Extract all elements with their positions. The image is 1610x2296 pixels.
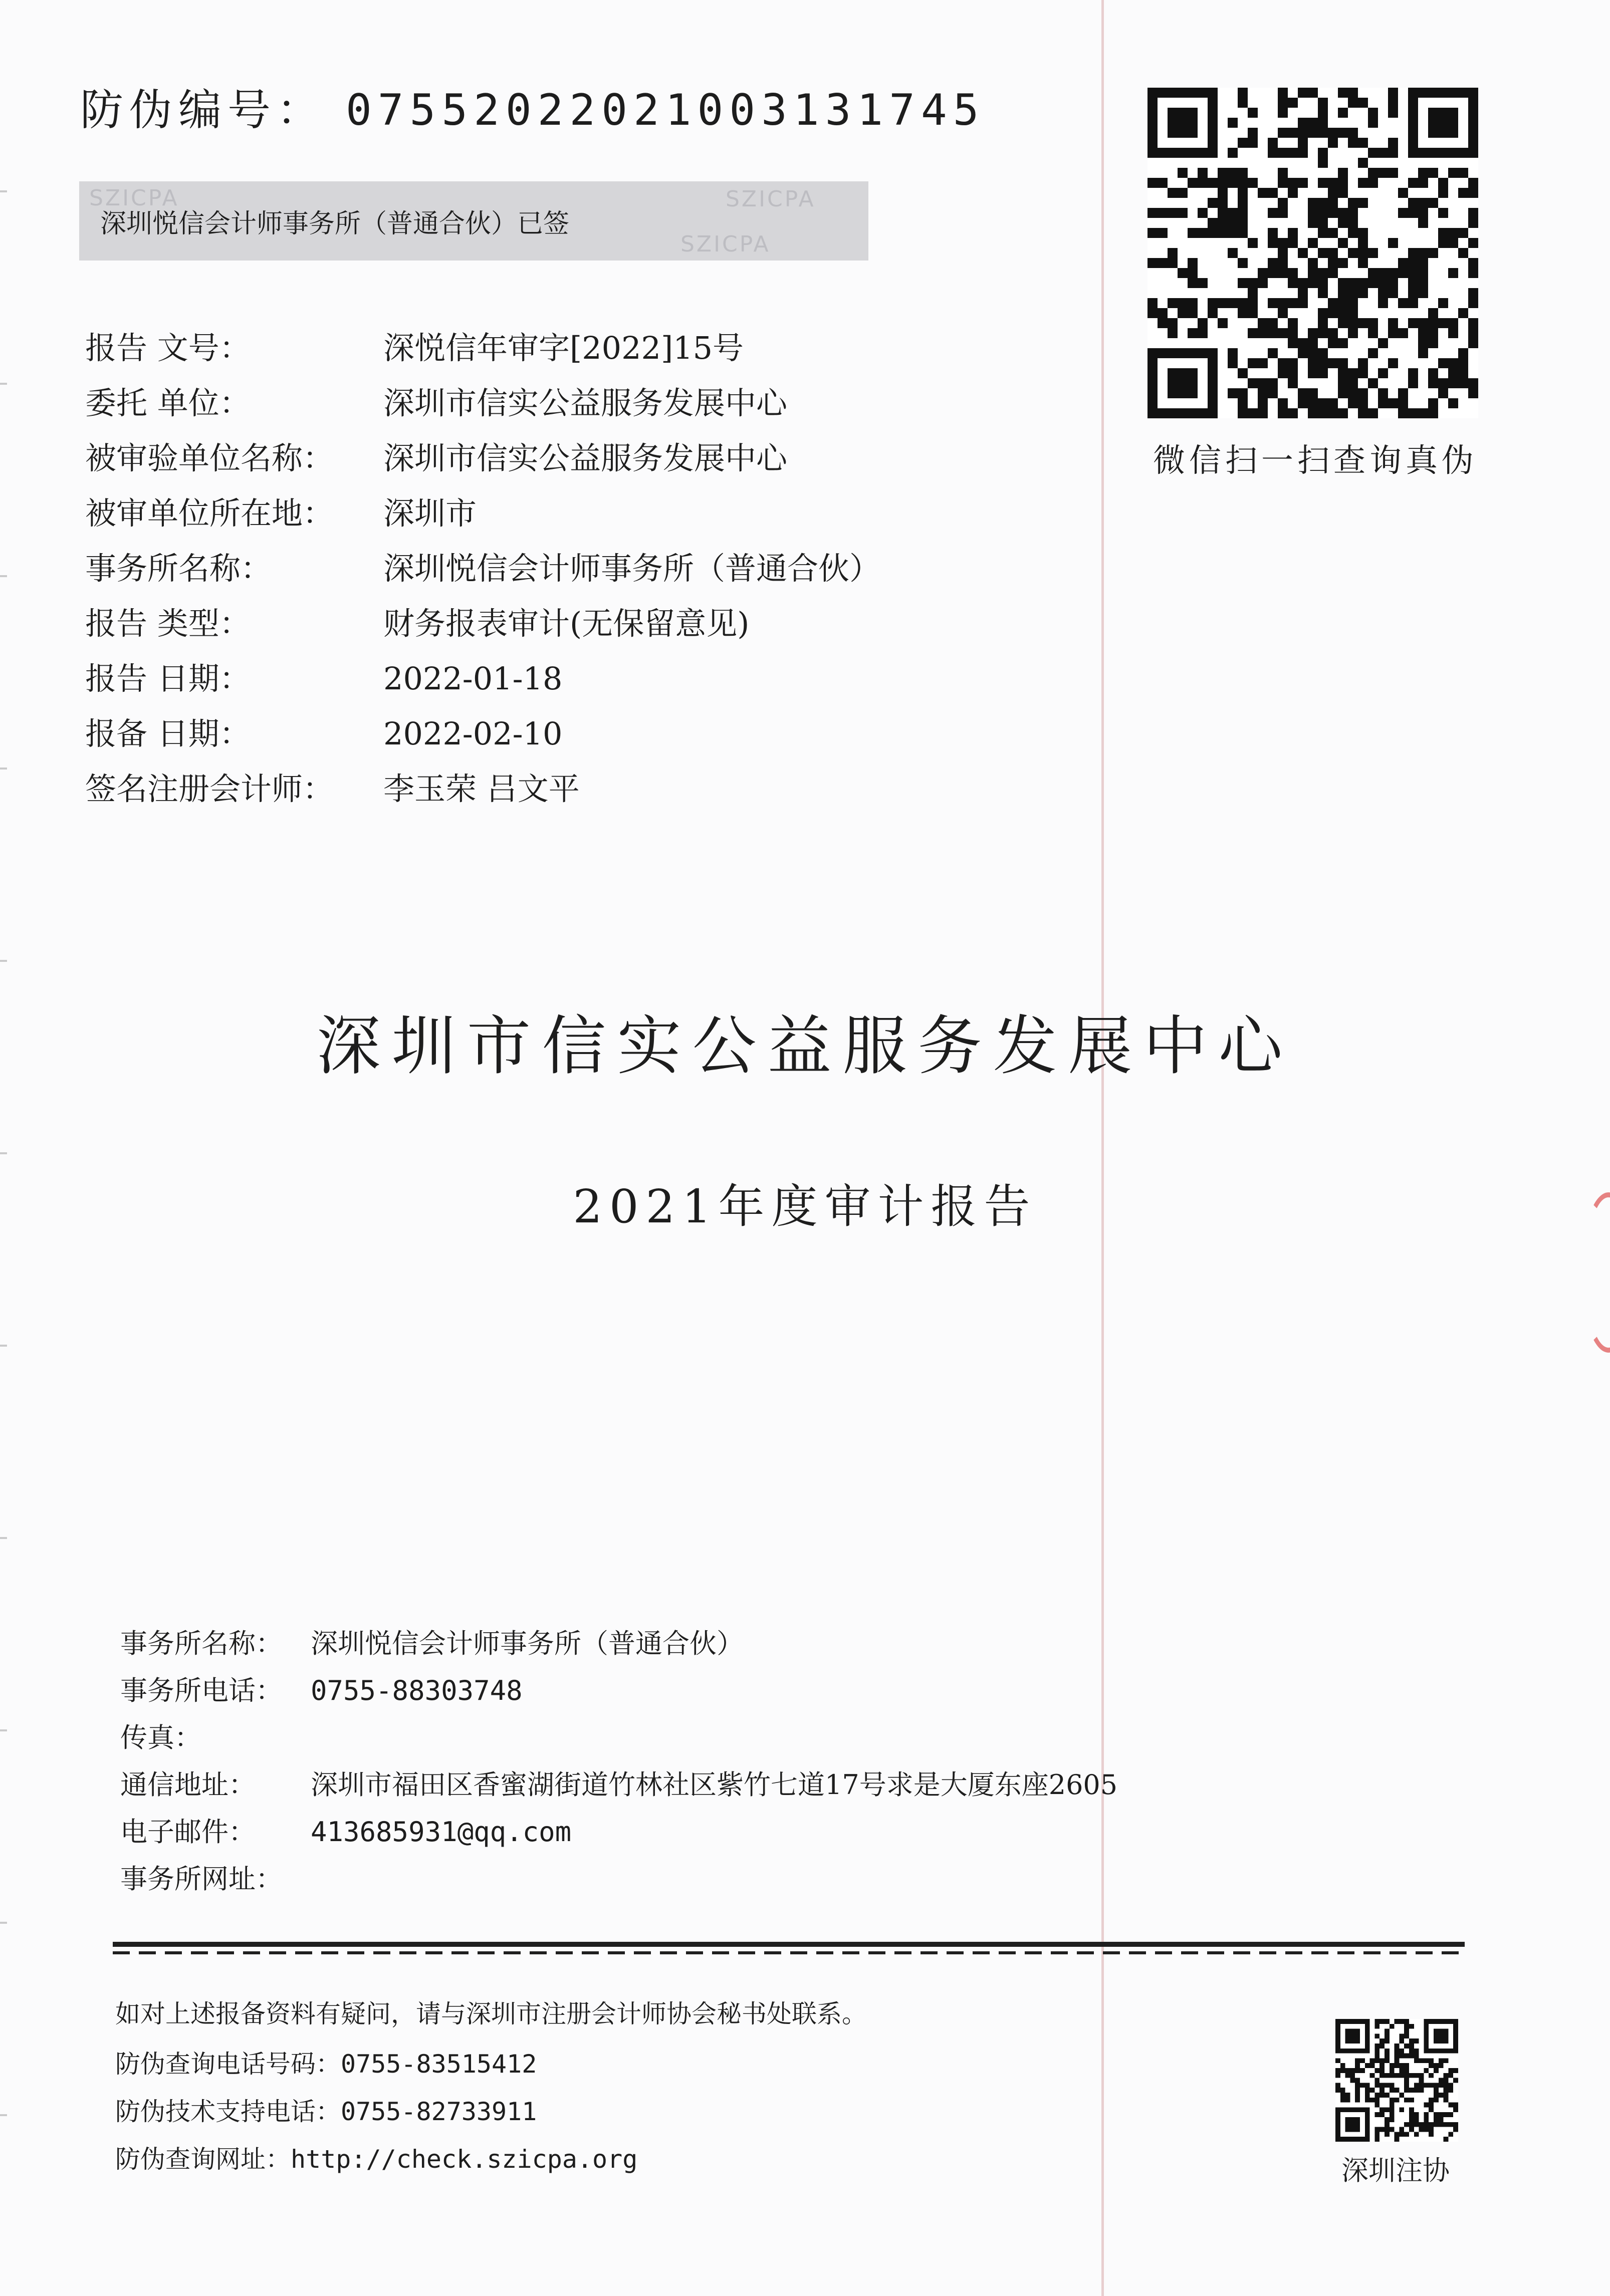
qr-code-icon[interactable] [1147, 88, 1478, 418]
report-subtitle: 2021年度审计报告 [573, 1180, 1037, 1233]
info-value: 深圳悦信会计师事务所（普通合伙） [383, 550, 881, 587]
firm-row-address [120, 1763, 1117, 1802]
report-title: 深圳市信实公益服务发展中心 [316, 1009, 1294, 1084]
info-row-signing-cpas [85, 764, 580, 809]
info-key: 被审验单位名称： [85, 440, 334, 476]
firm-key: 电子邮件： [120, 1816, 256, 1848]
info-key: 报告 类型： [85, 605, 251, 642]
info-key: 签名注册会计师： [85, 771, 334, 807]
firm-row-email [120, 1811, 571, 1849]
signed-status-bar [79, 181, 868, 261]
firm-key: 事务所电话： [120, 1675, 283, 1706]
info-row-report-date [85, 654, 562, 698]
info-key: 被审单位所在地： [85, 495, 334, 532]
info-value: 2022-02-10 [383, 715, 563, 752]
qr-caption: 微信扫一扫查询真伪 [1153, 442, 1478, 479]
info-value: 2022-01-18 [383, 660, 563, 697]
firm-value: 深圳悦信会计师事务所（普通合伙） [311, 1628, 744, 1659]
info-row-report-type [85, 599, 749, 643]
info-key: 事务所名称： [85, 550, 272, 587]
firm-row-website [120, 1858, 311, 1896]
szicpa-qr-code-icon[interactable] [1335, 2019, 1458, 2142]
footer-separator-dashed [113, 1951, 1465, 1954]
firm-value: 0755-88303748 [311, 1675, 523, 1706]
info-value: 深圳市 [383, 495, 477, 532]
info-row-client [85, 378, 787, 423]
firm-value: 深圳市福田区香蜜湖街道竹林社区紫竹七道17号求是大厦东座2605 [311, 1769, 1118, 1801]
firm-key: 通信地址： [120, 1769, 256, 1801]
footer-key: 防伪查询网址： [115, 2145, 291, 2174]
firm-row-fax [120, 1716, 311, 1755]
footer-value: 0755-82733911 [341, 2097, 537, 2126]
info-value: 深圳市信实公益服务发展中心 [383, 440, 788, 476]
info-value: 深圳市信实公益服务发展中心 [383, 385, 788, 421]
info-key: 报备 日期： [85, 715, 251, 752]
security-number-value: 07552022021003131745 [346, 85, 985, 135]
footer-row-verify-phone [115, 2044, 537, 2080]
firm-key: 事务所网址： [120, 1863, 283, 1895]
footer-row-verify-url [115, 2139, 637, 2175]
signed-bar-watermark: SZICPA [726, 186, 816, 212]
info-value: 财务报表审计(无保留意见) [383, 605, 750, 642]
signed-bar-watermark: SZICPA [680, 231, 771, 257]
info-key: 委托 单位： [85, 385, 251, 421]
info-value: 深悦信年审字[2022]15号 [383, 330, 744, 366]
szicpa-qr-caption: 深圳注协 [1341, 2155, 1450, 2186]
info-row-firm-name [85, 544, 880, 588]
info-row-entity-location [85, 488, 477, 533]
firm-value: 413685931@qq.com [311, 1816, 572, 1848]
firm-row-phone [120, 1669, 523, 1708]
footer-value: 0755-83515412 [341, 2050, 537, 2079]
scan-edge-marks [0, 0, 7, 2296]
footer-key: 防伪技术支持电话： [115, 2097, 341, 2126]
info-key: 报告 文号： [85, 330, 251, 366]
security-number-line [80, 75, 985, 137]
info-row-audited-entity [85, 433, 787, 478]
signed-bar-watermark: SZICPA [89, 185, 179, 211]
signed-status-text: 深圳悦信会计师事务所（普通合伙）已签 [100, 208, 570, 239]
info-row-report-no [85, 323, 744, 368]
footer-note: 如对上述报备资料有疑问，请与深圳市注册会计师协会秘书处联系。 [115, 1999, 867, 2028]
firm-key: 传真： [120, 1722, 201, 1753]
info-row-filing-date [85, 709, 562, 753]
footer-value[interactable]: http://check.szicpa.org [291, 2145, 638, 2174]
security-number-label: 防伪编号： [80, 85, 326, 135]
info-value: 李玉荣 吕文平 [383, 771, 580, 807]
footer-key: 防伪查询电话号码： [115, 2050, 341, 2079]
info-key: 报告 日期： [85, 660, 251, 697]
firm-row-name [120, 1622, 744, 1661]
footer-separator [113, 1942, 1465, 1947]
firm-key: 事务所名称： [120, 1628, 283, 1659]
footer-row-support-phone [115, 2092, 537, 2128]
